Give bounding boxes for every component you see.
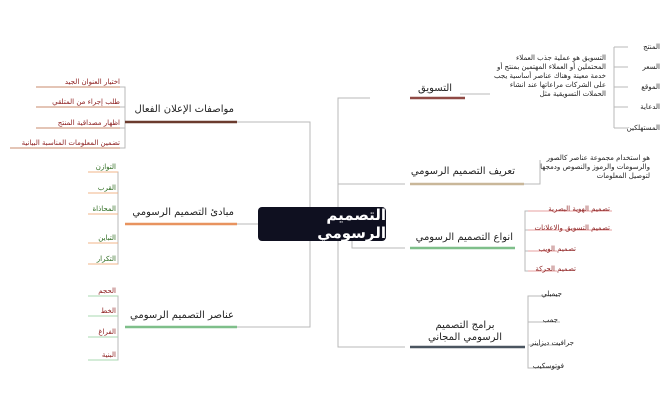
branch-definition-label: تعريف التصميم الرسومي xyxy=(410,166,515,177)
branch-marketing-label: التسويق xyxy=(418,83,453,94)
types-item-4[interactable]: تصميم الحركة xyxy=(535,265,576,273)
root-node[interactable] xyxy=(258,207,386,241)
marketing-item-1[interactable]: المنتج xyxy=(643,43,660,51)
principles-item-2[interactable]: القرب xyxy=(97,184,116,192)
root-title: التصميم الرسومي xyxy=(317,206,386,242)
principles-item-4[interactable]: التباين xyxy=(98,234,116,242)
branch-ad-specs[interactable] xyxy=(128,104,234,115)
ad-specs-item-4[interactable]: تضمين المعلومات المناسبة البيانية xyxy=(21,139,120,147)
types-item-2[interactable]: تصميم التسويق والاعلانات xyxy=(534,224,610,232)
principles-item-5[interactable]: التكرار xyxy=(96,255,116,263)
types-item-1[interactable]: تصميم الهوية البصرية xyxy=(548,205,610,213)
branch-elements-label: عناصر التصميم الرسومي xyxy=(130,310,234,321)
branch-principles[interactable] xyxy=(128,207,234,218)
branch-software-label: برامج التصميم الرسومي المجاني xyxy=(428,320,502,343)
principles-item-3[interactable]: المحاذاة xyxy=(92,205,116,213)
software-item-2[interactable]: جمب xyxy=(542,316,558,324)
connector-software xyxy=(338,224,405,347)
ad-specs-item-1[interactable]: اختيار العنوان الجيد xyxy=(64,78,120,86)
marketing-item-3[interactable]: الموقع xyxy=(641,83,660,91)
branch-definition[interactable] xyxy=(410,166,515,177)
marketing-item-2[interactable]: السعر xyxy=(642,63,660,71)
branch-types-label: انواع التصميم الرسومي xyxy=(415,232,513,243)
branch-ad-specs-label: مواصفات الإعلان الفعال xyxy=(134,104,234,115)
elements-item-4[interactable]: البنية xyxy=(101,351,116,359)
types-item-3[interactable]: تصميم الويب xyxy=(538,245,576,253)
software-item-3[interactable]: جرافيت ديزاينر xyxy=(530,339,574,347)
marketing-item-4[interactable]: الدعاية xyxy=(640,103,660,111)
definition-description: هو استخدام مجموعة عناصر كالصور والرسومات والرموز والنصوص ودمجها لتوصيل المعلومات xyxy=(540,154,650,180)
branch-software[interactable] xyxy=(415,320,515,344)
branch-principles-label: مبادئ التصميم الرسومي xyxy=(132,207,234,218)
ad-specs-item-2[interactable]: طلب إجراء من المتلقي xyxy=(52,98,120,106)
elements-item-2[interactable]: الخط xyxy=(100,307,116,315)
software-item-1[interactable]: جيمبلي xyxy=(541,290,562,298)
elements-item-1[interactable]: الحجم xyxy=(98,287,116,295)
elements-item-3[interactable]: الفراغ xyxy=(98,328,116,336)
marketing-description: التسويق هو عملية جذب العملاء المحتملين أو العملاء المهتمين بمنتج أو خدمة معينة وهناك عناصر أساسية يجب على الشركات مراعاتها عند انشاء الحملات التسويقية مثل xyxy=(493,54,606,98)
ad-specs-item-3[interactable]: اظهار مصداقية المنتج xyxy=(57,119,120,127)
software-item-4[interactable]: فوتوسكيب xyxy=(532,362,564,370)
branch-types[interactable] xyxy=(415,232,513,243)
branch-marketing[interactable] xyxy=(418,83,452,94)
marketing-item-5[interactable]: المستهلكين xyxy=(626,124,660,132)
principles-item-1[interactable]: التوازن xyxy=(95,163,116,171)
branch-elements[interactable] xyxy=(128,310,234,321)
